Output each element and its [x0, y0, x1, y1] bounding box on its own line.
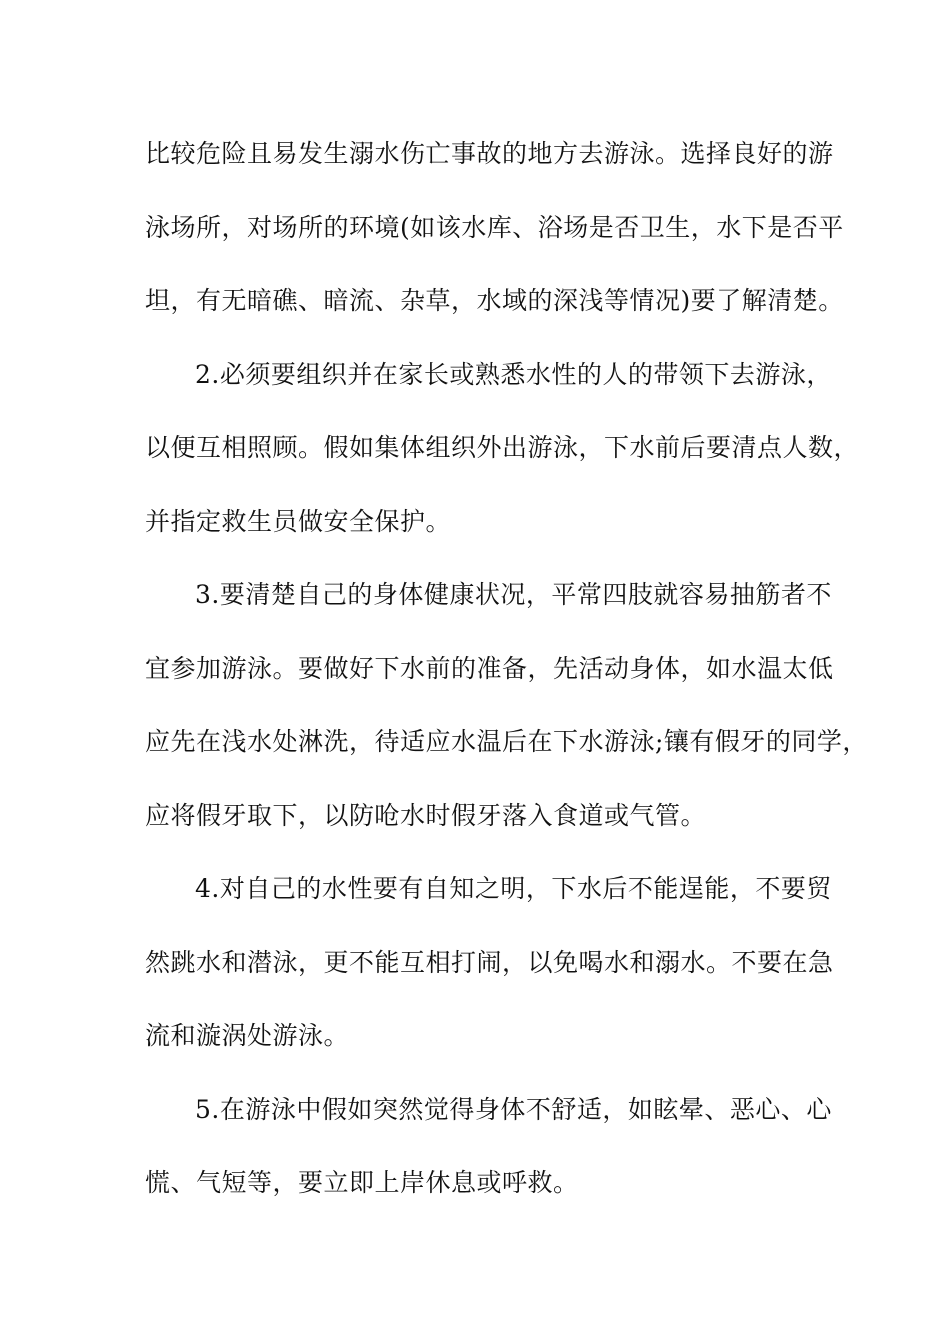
paragraph-2-start: 2.必须要组织并在家长或熟悉水性的人的带领下去游泳，	[195, 359, 832, 389]
text-line-6: 并指定救生员做安全保护。	[145, 506, 452, 536]
text-line-12: 然跳水和潜泳，更不能互相打闹，以免喝水和溺水。不要在急	[145, 947, 834, 977]
text-line-15: 慌、气短等，要立即上岸休息或呼救。	[145, 1168, 579, 1197]
text-line-10: 应将假牙取下，以防呛水时假牙落入食道或气管。	[145, 800, 707, 830]
text-line-13: 流和漩涡处游泳。	[145, 1021, 350, 1050]
paragraph-3-start: 3.要清楚自己的身体健康状况，平常四肢就容易抽筋者不	[195, 580, 832, 609]
text-line-5: 以便互相照顾。假如集体组织外出游泳，下水前后要清点人数，	[145, 433, 860, 462]
text-line-2: 泳场所，对场所的环境(如该水库、浴场是否卫生，水下是否平	[145, 212, 844, 242]
paragraph-4-start: 4.对自己的水性要有自知之明，下水后不能逞能，不要贸	[195, 874, 832, 903]
text-line-8: 宜参加游泳。要做好下水前的准备，先活动身体，如水温太低	[145, 653, 834, 683]
document-body	[145, 128, 868, 1231]
text-line-9: 应先在浅水处淋洗，待适应水温后在下水游泳;镶有假牙的同学，	[145, 727, 868, 756]
text-line-1: 比较危险且易发生溺水伤亡事故的地方去游泳。选择良好的游	[145, 139, 834, 168]
paragraph-5-start: 5.在游泳中假如突然觉得身体不舒适，如眩晕、恶心、心	[195, 1094, 832, 1124]
text-line-3: 坦，有无暗礁、暗流、杂草，水域的深浅等情况)要了解清楚。	[145, 286, 844, 315]
